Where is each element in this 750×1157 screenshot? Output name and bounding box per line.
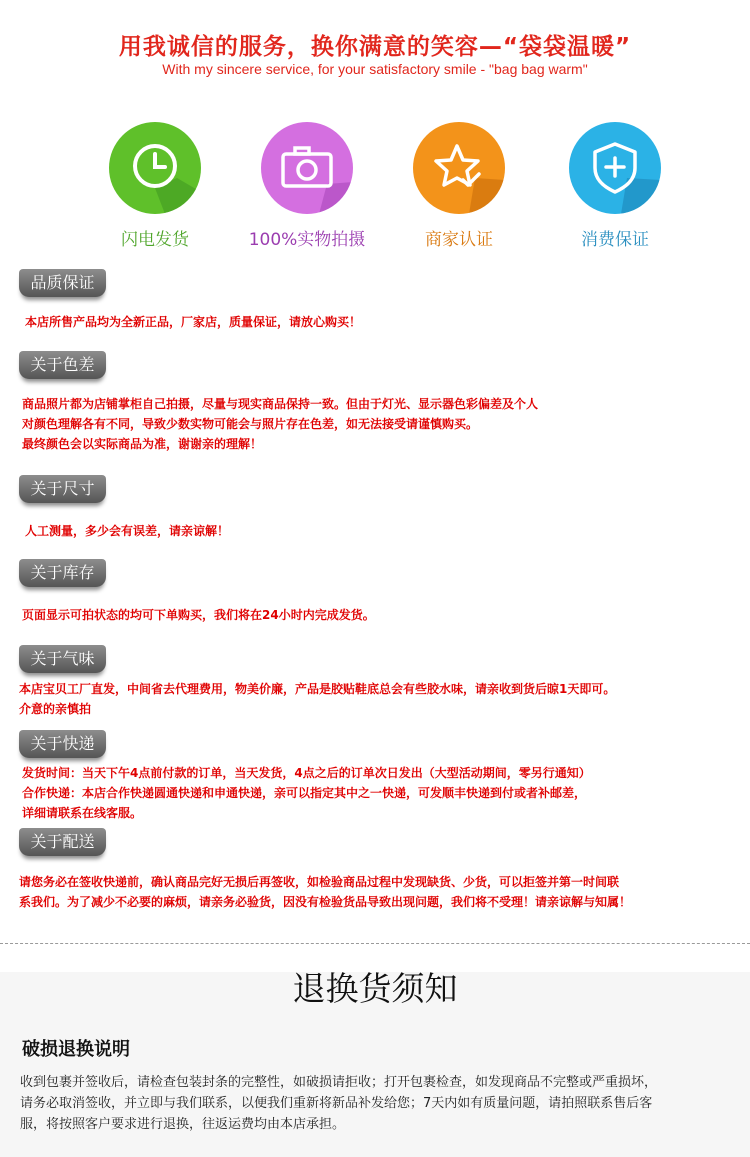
subline: With my sincere service, for your satisfactory smile - "bag bag warm" [162, 61, 588, 77]
shield-plus-icon [595, 144, 635, 192]
return-notice-title: 退换货须知 [292, 969, 458, 1008]
camera-icon [283, 148, 331, 186]
section-tag-smell: 关于气味 [19, 645, 106, 673]
section-tag-stock: 关于库存 [19, 559, 106, 587]
real-photo-badge [261, 122, 353, 214]
section-tag-color: 关于色差 [19, 351, 106, 379]
headline: 用我诚信的服务，换你满意的笑容—“袋袋温暖” [118, 34, 632, 60]
dashed-divider [0, 943, 750, 944]
section-tag-size: 关于尺寸 [19, 475, 106, 503]
fast-shipping-badge [109, 122, 201, 214]
star-check-icon [436, 146, 479, 185]
section-text-courier: 发货时间：当天下午4点前付款的订单，当天发货，4点之后的订单次日发出（大型活动期间，零另行通知） 合作快递：本店合作快递圆通快递和申通快递，亲可以指定其中之一快递，可发顺丰快递到付或者补邮差， 详细请联系在线客服。 [22, 766, 591, 820]
badge-label-fast-shipping: 闪电发货 [121, 230, 189, 250]
section-text-delivery: 请您务必在签收快递前，确认商品完好无损后再签收，如检验商品过程中发现缺货、少货，可以拒签并第一时间联 系我们。为了减少不必要的麻烦，请亲务必验货，因没有检验货品导致出现问题，我们将不受理！请亲谅解与知属！ [19, 875, 632, 909]
section-tag-courier: 关于快递 [19, 730, 106, 758]
damage-return-heading: 破损退换说明 [22, 1039, 130, 1060]
return-notice-text: 收到包裹并签收后，请检查包装封条的完整性，如破损请拒收；打开包裹检查，如发现商品不完整或严重损坏， 请务必取消签收，并立即与我们联系，以便我们重新将新品补发给您；7天内如有质量问题，请拍照联系售后客 服，将按照客户要求进行退换，往返运费均由本店承担。 [20, 1075, 658, 1132]
section-text-smell: 本店宝贝工厂直发，中间省去代理费用，物美价廉，产品是胶贴鞋底总会有些胶水味，请亲收到货后晾1天即可。 介意的亲慎拍 [19, 682, 616, 716]
section-text-quality: 本店所售产品均为全新正品，厂家店，质量保证，请放心购买！ [25, 315, 362, 329]
merchant-cert-badge [413, 122, 505, 214]
section-text-size: 人工测量，多少会有误差，请亲谅解！ [25, 524, 230, 538]
section-text-stock: 页面显示可拍状态的均可下单购买，我们将在24小时内完成发货。 [22, 608, 375, 622]
badge-label-consumer-guarantee: 消费保证 [581, 230, 649, 250]
badge-label-merchant-cert: 商家认证 [425, 230, 493, 250]
consumer-guarantee-badge [569, 122, 661, 214]
badge-label-real-photo: 100%实物拍摄 [248, 230, 366, 250]
section-text-color: 商品照片都为店铺掌柜自己拍摄，尽量与现实商品保持一致。但由于灯光、显示器色彩偏差及个人 对颜色理解各有不同，导致少数实物可能会与照片存在色差，如无法接受请谨慎购买。 最终颜色会以实际商品为准，谢谢亲的理解！ [22, 397, 539, 451]
section-tag-delivery: 关于配送 [19, 828, 106, 856]
section-tag-quality: 品质保证 [19, 269, 106, 297]
